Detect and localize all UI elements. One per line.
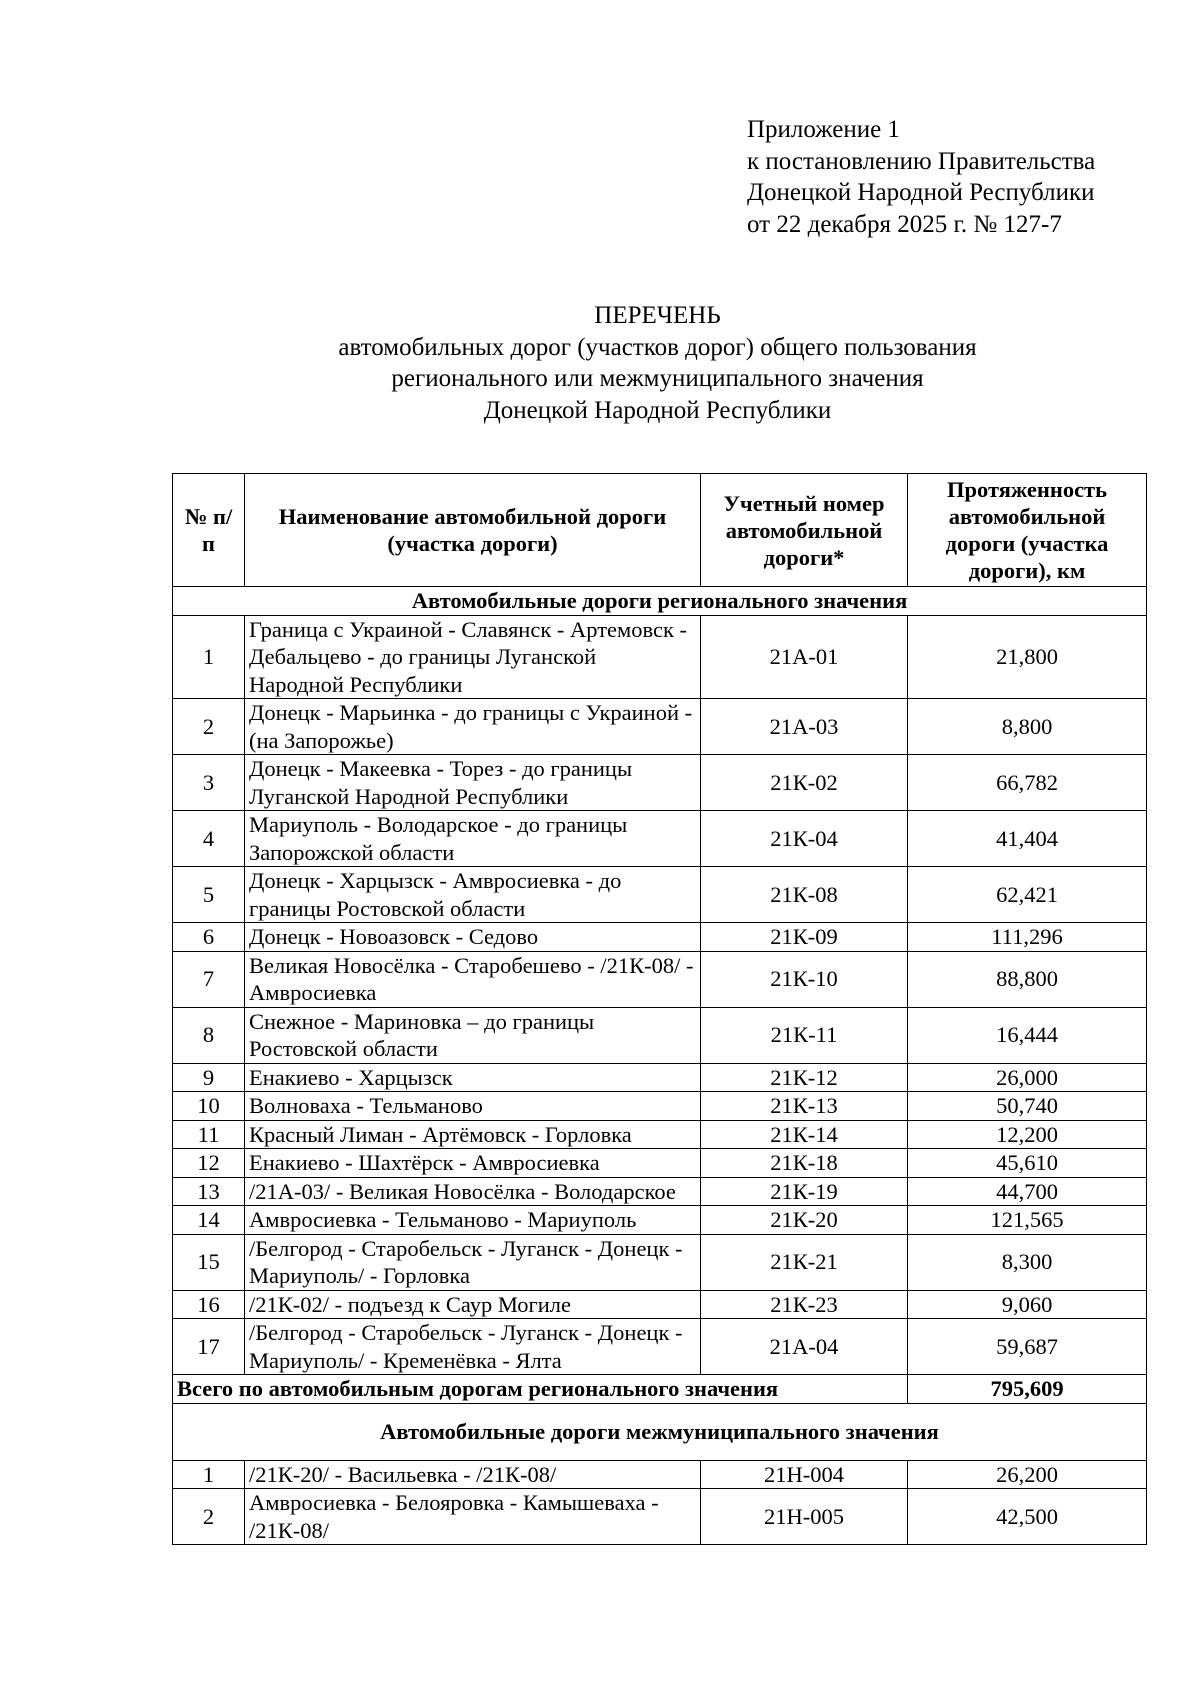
road-name: Донецк - Макеевка - Торез - до границы Луганской Народной Республики <box>245 755 701 811</box>
road-length: 21,800 <box>908 615 1147 699</box>
row-number: 14 <box>173 1206 245 1235</box>
annex-line: от 22 декабря 2025 г. № 127-7 <box>747 210 1062 238</box>
road-code: 21К-09 <box>701 923 908 952</box>
table-row <box>173 1290 1147 1319</box>
title-line: регионального или межмуниципального значения <box>391 365 924 392</box>
annex-block <box>747 114 1095 240</box>
table-row <box>173 867 1147 923</box>
title-line: автомобильных дорог (участков дорог) общего пользования <box>338 333 977 361</box>
row-number: 12 <box>173 1149 245 1178</box>
road-code: 21К-14 <box>701 1120 908 1149</box>
road-code: 21К-12 <box>701 1063 908 1092</box>
road-name: Енакиево - Харцызск <box>245 1063 701 1092</box>
table-row <box>173 811 1147 867</box>
row-number: 17 <box>173 1319 245 1375</box>
road-name: Граница с Украиной - Славянск - Артемовск - Дебальцево - до границы Луганской Народной Республики <box>245 615 701 699</box>
road-name: Енакиево - Шахтёрск - Амвросиевка <box>245 1149 701 1178</box>
road-code: 21К-19 <box>701 1177 908 1206</box>
section-title: Автомобильные дороги регионального значения <box>173 587 1147 616</box>
table-row <box>173 1120 1147 1149</box>
row-number: 1 <box>173 615 245 699</box>
header-code: Учетный номер автомобильной дороги* <box>701 474 908 587</box>
road-name: Донецк - Новоазовск - Седово <box>245 923 701 952</box>
road-name: Красный Лиман - Артёмовск - Горловка <box>245 1120 701 1149</box>
header-length: Протяженность автомобильной дороги (участка дороги), км <box>908 474 1147 587</box>
row-number: 7 <box>173 951 245 1007</box>
table-row <box>173 1319 1147 1375</box>
road-length: 42,500 <box>908 1489 1147 1545</box>
row-number: 13 <box>173 1177 245 1206</box>
road-length: 66,782 <box>908 755 1147 811</box>
road-name: /21К-20/ - Васильевка - /21К-08/ <box>245 1460 701 1489</box>
total-value: 795,609 <box>908 1375 1147 1404</box>
annex-line: к постановлению Правительства <box>747 147 1096 175</box>
road-code: 21Н-005 <box>701 1489 908 1545</box>
road-length: 62,421 <box>908 867 1147 923</box>
document-title <box>0 300 1200 426</box>
table-row <box>173 1149 1147 1178</box>
table-row <box>173 1092 1147 1121</box>
annex-line: Приложение 1 <box>747 116 900 143</box>
road-code: 21А-04 <box>701 1319 908 1375</box>
total-row <box>173 1375 1147 1404</box>
row-number: 2 <box>173 1489 245 1545</box>
road-name: /Белгород - Старобельск - Луганск - Донецк - Мариуполь/ - Горловка <box>245 1234 701 1290</box>
table-row <box>173 1063 1147 1092</box>
row-number: 9 <box>173 1063 245 1092</box>
road-length: 26,200 <box>908 1460 1147 1489</box>
road-length: 8,300 <box>908 1234 1147 1290</box>
table-row <box>173 1234 1147 1290</box>
row-number: 16 <box>173 1290 245 1319</box>
table-row <box>173 1206 1147 1235</box>
row-number: 3 <box>173 755 245 811</box>
road-code: 21К-20 <box>701 1206 908 1235</box>
road-name: Донецк - Марьинка - до границы с Украиной - (на Запорожье) <box>245 699 701 755</box>
row-number: 8 <box>173 1007 245 1063</box>
table-row <box>173 1460 1147 1489</box>
table-row <box>173 923 1147 952</box>
road-name: Великая Новосёлка - Старобешево - /21К-08/ - Амвросиевка <box>245 951 701 1007</box>
header-num: № п/п <box>173 474 245 587</box>
road-name: /21А-03/ - Великая Новосёлка - Володарское <box>245 1177 701 1206</box>
table-row <box>173 951 1147 1007</box>
table-row <box>173 1489 1147 1545</box>
table-row <box>173 615 1147 699</box>
road-name: Волноваха - Тельманово <box>245 1092 701 1121</box>
road-length: 8,800 <box>908 699 1147 755</box>
title-heading: ПЕРЕЧЕНЬ <box>594 302 721 329</box>
row-number: 6 <box>173 923 245 952</box>
road-code: 21К-21 <box>701 1234 908 1290</box>
section-row <box>173 1403 1147 1460</box>
table-row <box>173 1177 1147 1206</box>
road-length: 44,700 <box>908 1177 1147 1206</box>
road-length: 111,296 <box>908 923 1147 952</box>
road-length: 41,404 <box>908 811 1147 867</box>
section-row <box>173 587 1147 616</box>
road-length: 121,565 <box>908 1206 1147 1235</box>
section-title: Автомобильные дороги межмуниципального значения <box>173 1403 1147 1460</box>
row-number: 11 <box>173 1120 245 1149</box>
row-number: 4 <box>173 811 245 867</box>
table-row <box>173 755 1147 811</box>
road-name: Мариуполь - Володарское - до границы Запорожской области <box>245 811 701 867</box>
road-length: 16,444 <box>908 1007 1147 1063</box>
road-name: /21К-02/ - подъезд к Саур Могиле <box>245 1290 701 1319</box>
annex-line: Донецкой Народной Республики <box>747 179 1095 206</box>
row-number: 10 <box>173 1092 245 1121</box>
row-number: 1 <box>173 1460 245 1489</box>
road-code: 21К-04 <box>701 811 908 867</box>
road-code: 21К-11 <box>701 1007 908 1063</box>
road-code: 21К-18 <box>701 1149 908 1178</box>
road-code: 21А-03 <box>701 699 908 755</box>
road-name: /Белгород - Старобельск - Луганск - Донецк - Мариуполь/ - Кременёвка - Ялта <box>245 1319 701 1375</box>
road-name: Донецк - Харцызск - Амвросиевка - до границы Ростовской области <box>245 867 701 923</box>
road-code: 21К-08 <box>701 867 908 923</box>
road-name: Амвросиевка - Тельманово - Мариуполь <box>245 1206 701 1235</box>
title-line: Донецкой Народной Республики <box>483 396 832 424</box>
road-length: 88,800 <box>908 951 1147 1007</box>
road-length: 50,740 <box>908 1092 1147 1121</box>
road-code: 21А-01 <box>701 615 908 699</box>
row-number: 5 <box>173 867 245 923</box>
road-length: 12,200 <box>908 1120 1147 1149</box>
road-code: 21К-02 <box>701 755 908 811</box>
road-length: 9,060 <box>908 1290 1147 1319</box>
row-number: 15 <box>173 1234 245 1290</box>
row-number: 2 <box>173 699 245 755</box>
road-length: 45,610 <box>908 1149 1147 1178</box>
total-label: Всего по автомобильным дорогам регионального значения <box>173 1375 908 1404</box>
roads-table <box>172 473 1147 1545</box>
road-name: Амвросиевка - Белояровка - Камышеваха - /21К-08/ <box>245 1489 701 1545</box>
table-row <box>173 1007 1147 1063</box>
table-row <box>173 699 1147 755</box>
roads-table-body <box>173 587 1147 1545</box>
header-name: Наименование автомобильной дороги (участка дороги) <box>245 474 701 587</box>
road-code: 21К-10 <box>701 951 908 1007</box>
road-length: 59,687 <box>908 1319 1147 1375</box>
road-name: Снежное - Мариновка – до границы Ростовской области <box>245 1007 701 1063</box>
road-code: 21Н-004 <box>701 1460 908 1489</box>
road-code: 21К-23 <box>701 1290 908 1319</box>
road-code: 21К-13 <box>701 1092 908 1121</box>
road-length: 26,000 <box>908 1063 1147 1092</box>
